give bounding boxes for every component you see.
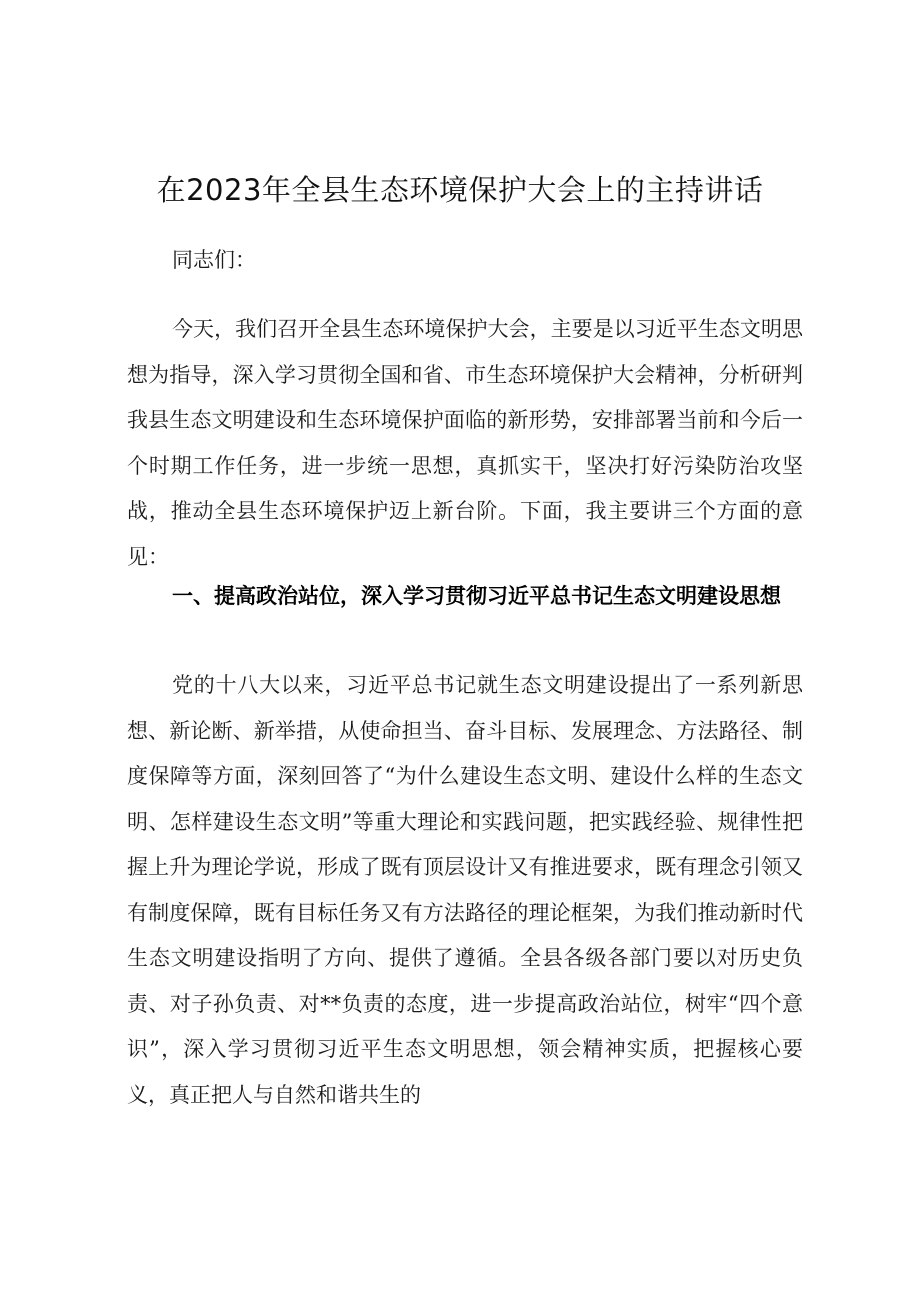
intro-paragraph: 今天，我们召开全县生态环境保护大会，主要是以习近平生态文明思想为指导，深入学习贯彻全国和省、市生态环境保护大会精神，分析研判我县生态文明建设和生态环境保护面临的新形势，安排部署当前和今后一个时期工作任务，进一步统一思想，真抓实干，坚决打好污染防治攻坚战，推动全县生态环境保护迈上新台阶。下面，我主要讲三个方面的意见： (127, 317, 803, 569)
document-title: 在2023年全县生态环境保护大会上的主持讲话 (156, 173, 764, 207)
section-heading-1: 一、提高政治站位，深入学习贯彻习近平总书记生态文明建设思想 (172, 584, 781, 608)
section-1-paragraph: 党的十八大以来，习近平总书记就生态文明建设提出了一系列新思想、新论断、新举措，从使命担当、奋斗目标、发展理念、方法路径、制度保障等方面，深刻回答了“为什么建设生态文明、建设什么样的生态文明、怎样建设生态文明”等重大理论和实践问题，把实践经验、规律性把握上升为理论学说，形成了既有顶层设计又有推进要求，既有理念引领又有制度保障，既有目标任务又有方法路径的理论框架，为我们推动新时代生态文明建设指明了方向、提供了遵循。全县各级各部门要以对历史负责、对子孙负责、对**负责的态度，进一步提高政治站位，树牢“四个意识”，深入学习贯彻习近平生态文明思想，领会精神实质，把握核心要义，真正把人与自然和谐共生的 (127, 673, 803, 1107)
salutation: 同志们： (172, 248, 256, 272)
